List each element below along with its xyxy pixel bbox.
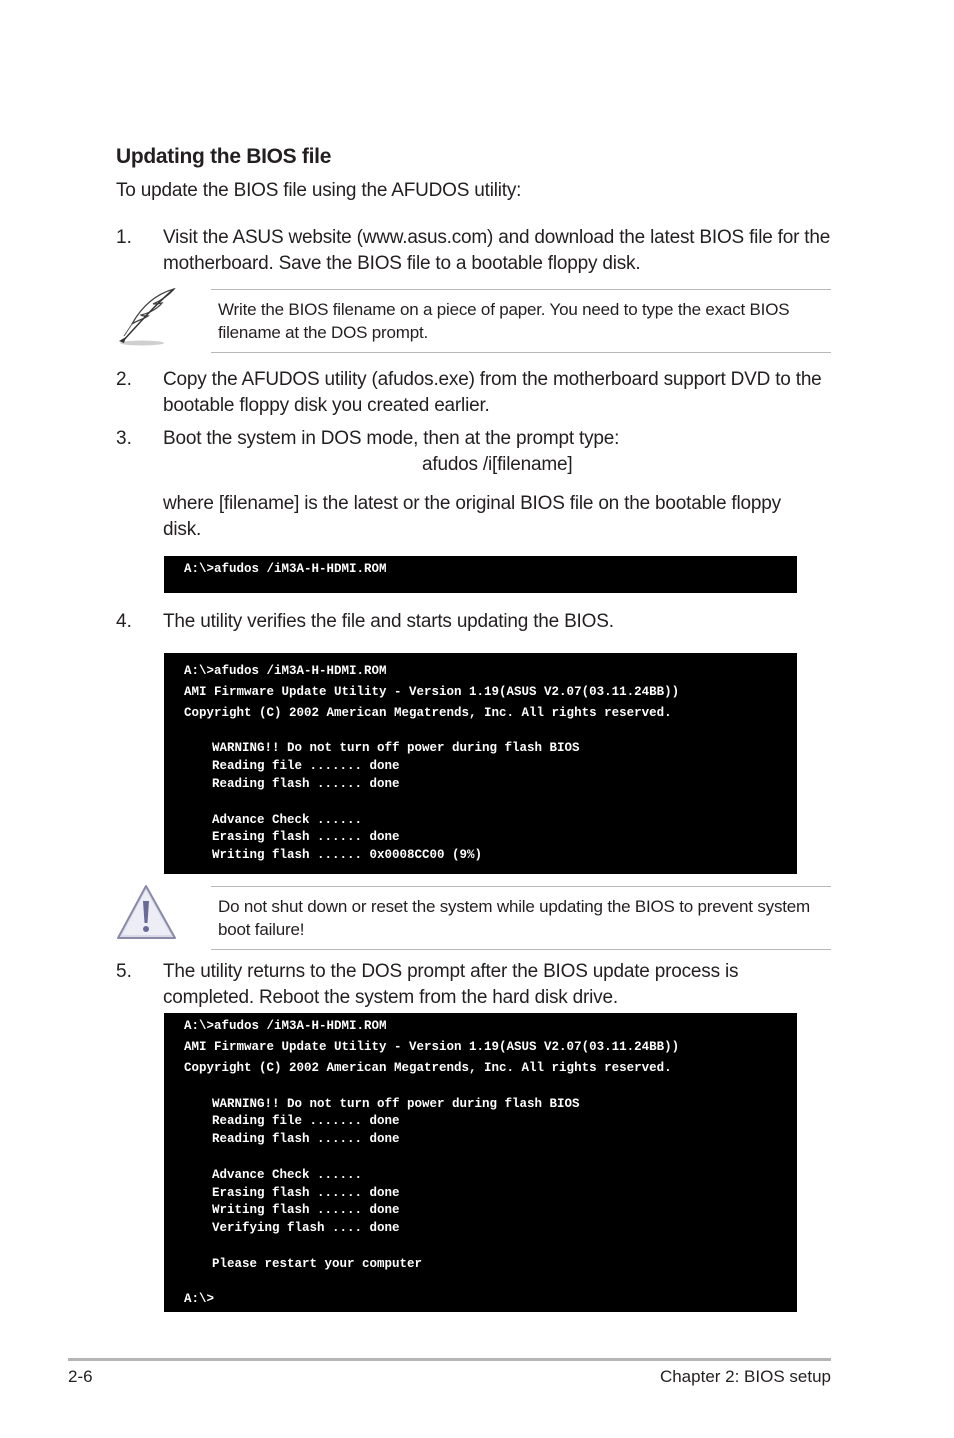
terminal-line: WARNING!! Do not turn off power during flash BIOS [212, 1097, 580, 1111]
terminal-line: AMI Firmware Update Utility - Version 1.19(ASUS V2.07(03.11.24BB)) [184, 685, 680, 699]
terminal-line: A:\>afudos /iM3A-H-HDMI.ROM [184, 664, 387, 678]
terminal-line: A:\>afudos /iM3A-H-HDMI.ROM [184, 562, 387, 576]
terminal-complete [164, 1013, 797, 1312]
step-3-text: Boot the system in DOS mode, then at the prompt type: [163, 428, 620, 449]
footer-divider [68, 1358, 831, 1361]
step-2-text: Copy the AFUDOS utility (afudos.exe) from the motherboard support DVD to the bootable floppy disk you created earlier. [163, 369, 822, 416]
intro-text: To update the BIOS file using the AFUDOS utility: [116, 180, 522, 201]
step-5-text: The utility returns to the DOS prompt after the BIOS update process is completed. Reboot the system from the hard disk drive. [163, 961, 739, 1008]
terminal-line: Writing flash ...... 0x0008CC00 (9%) [212, 848, 483, 862]
step-3-number: 3. [116, 428, 132, 449]
terminal-line: Reading file ....... done [212, 759, 400, 773]
section-title: Updating the BIOS file [116, 145, 332, 168]
terminal-line: Advance Check ...... [212, 1168, 363, 1182]
note-box [211, 289, 831, 353]
page-number: 2-6 [68, 1367, 93, 1386]
terminal-line: Reading flash ...... done [212, 777, 400, 791]
terminal-progress [164, 653, 797, 874]
terminal-line: Reading file ....... done [212, 1114, 400, 1128]
terminal-command [164, 556, 797, 593]
terminal-line: Please restart your computer [212, 1257, 423, 1271]
step-3-extra: where [filename] is the latest or the original BIOS file on the bootable floppy disk. [163, 493, 781, 540]
terminal-line: A:\>afudos /iM3A-H-HDMI.ROM [184, 1019, 387, 1033]
step-2-number: 2. [116, 369, 132, 390]
terminal-line: Verifying flash .... done [212, 1221, 400, 1235]
terminal-line: Copyright (C) 2002 American Megatrends, Inc. All rights reserved. [184, 706, 672, 720]
terminal-line: A:\> [184, 1292, 215, 1306]
terminal-line: WARNING!! Do not turn off power during flash BIOS [212, 741, 580, 755]
note-text: Write the BIOS filename on a piece of paper. You need to type the exact BIOS filename at the DOS prompt. [218, 300, 790, 342]
warning-box [211, 886, 831, 950]
warning-text: Do not shut down or reset the system while updating the BIOS to prevent system boot failure! [218, 897, 810, 939]
terminal-line: AMI Firmware Update Utility - Version 1.19(ASUS V2.07(03.11.24BB)) [184, 1040, 680, 1054]
feather-pen-icon [114, 286, 180, 348]
step-4-text: The utility verifies the file and starts updating the BIOS. [163, 611, 614, 632]
chapter-title: Chapter 2: BIOS setup [659, 1367, 831, 1386]
terminal-line: Copyright (C) 2002 American Megatrends, Inc. All rights reserved. [184, 1061, 672, 1075]
terminal-line: Reading flash ...... done [212, 1132, 400, 1146]
step-1-text: Visit the ASUS website (www.asus.com) and download the latest BIOS file for the motherboard. Save the BIOS file to a bootable floppy disk. [163, 227, 831, 274]
step-4-number: 4. [116, 611, 132, 632]
terminal-line: Writing flash ...... done [212, 1203, 400, 1217]
step-1-number: 1. [116, 227, 132, 248]
terminal-line: Erasing flash ...... done [212, 830, 400, 844]
terminal-line: Advance Check ...... [212, 813, 363, 827]
terminal-line: Erasing flash ...... done [212, 1186, 400, 1200]
step-5-number: 5. [116, 961, 132, 982]
warning-triangle-icon [114, 882, 178, 942]
step-3-command: afudos /i[filename] [422, 454, 573, 475]
